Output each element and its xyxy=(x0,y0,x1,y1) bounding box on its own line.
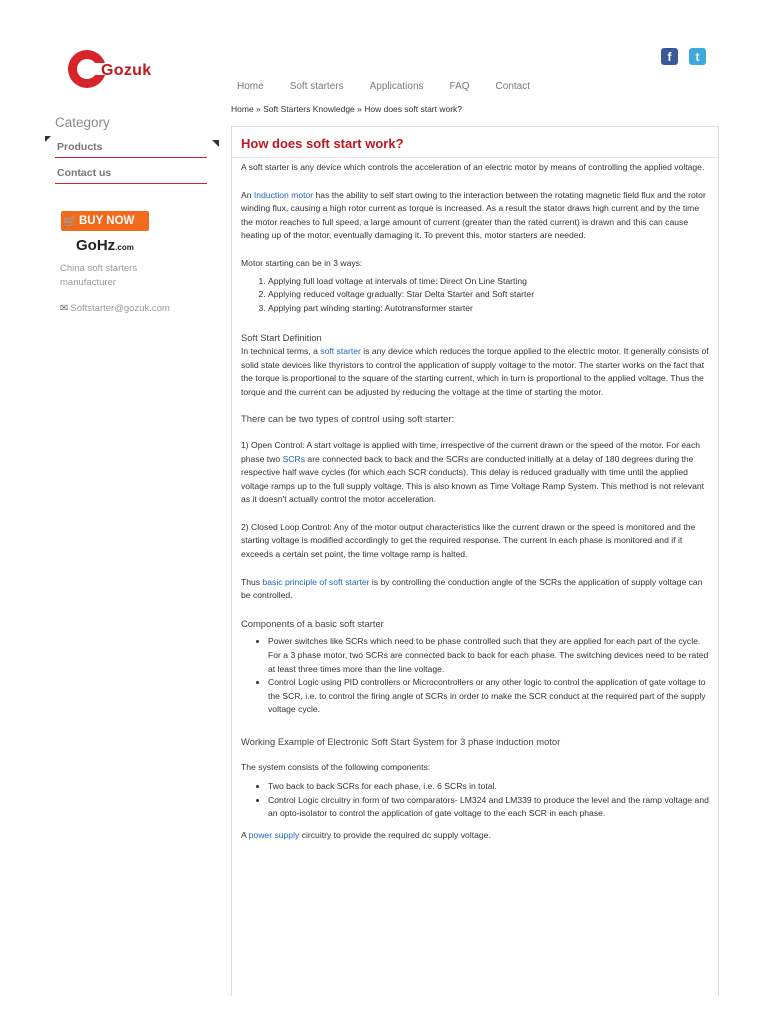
starting-ways-list xyxy=(268,275,711,316)
envelope-icon: ✉ xyxy=(60,303,69,314)
sidebar xyxy=(55,115,207,314)
article-body xyxy=(241,161,711,843)
paragraph: In technical terms, a soft starter is any device which reduces the torque applied to the electric motor. It generally consists of solid state devices like thyristors to control the application of supply voltage to the motor. The starter works on the fact that the torque is proportional to the square of the starting current, which in turn is proportional to the applied voltage. Thus the torque and the current can be adjusted by reducing the voltage at the time of starting the motor. xyxy=(241,345,709,397)
components-list xyxy=(268,635,711,717)
page-title: How does soft start work? xyxy=(241,136,404,151)
sidebar-item-contact-us[interactable] xyxy=(55,164,207,184)
list-item: • Control Logic using PID controllers or Microcontrollers or any other logic to control the application of gate voltage to the SCR, i.e. to control the firing angle of SCRs in order to make the SCR conduct at the required part of the supply voltage cycle. xyxy=(268,676,711,717)
email-text: Softstarter@gozuk.com xyxy=(70,303,170,314)
article-panel xyxy=(231,126,719,996)
gohz-name: GoHz xyxy=(76,237,116,254)
triangle-marker-icon xyxy=(212,140,219,147)
sidebar-tagline: China soft starters manufacturer xyxy=(60,263,138,288)
soft-starter-link[interactable]: soft starter xyxy=(320,345,361,356)
paragraph: An Induction motor has the ability to self start owing to the interaction between the rotating magnetic field flux and the rotor winding flux, causing a high rotor current as torque is increased. As a result the stator draws high current and by the time the motor reaches to full speed, a large amount of current (greater than the rated current) is drawn and this can cause heating up of the motor, eventually damaging it. To prevent this, motor starters are needed. xyxy=(241,189,706,241)
paragraph: Thus basic principle of soft starter is by controlling the conduction angle of the SCRs the application of supply voltage can be controlled. xyxy=(241,576,703,601)
section-heading: Soft Start Definition xyxy=(241,332,322,344)
paragraph: There can be two types of control using soft starter: xyxy=(241,413,455,425)
list-item: 1. Applying full load voltage at intervals of time: Direct On Line Starting xyxy=(268,275,711,289)
social-links xyxy=(661,48,706,65)
paragraph: 2) Closed Loop Control: Any of the motor output characteristics like the current drawn or the speed is monitored and the starting voltage is modified accordingly to get the required response. The current in each phase is monitored and if it exceeds a certain set point, the time voltage ramp is halted. xyxy=(241,521,696,560)
buy-now-label: BUY NOW xyxy=(79,215,135,227)
paragraph: A power supply circuitry to provide the required dc supply voltage. xyxy=(241,829,491,840)
list-item: • Control Logic circuitry in form of two comparators- LM324 and LM339 to produce the level and the ramp voltage and an opto-isolator to control the application of gate voltage to the each SCR in each phase. xyxy=(268,794,711,821)
triangle-marker-icon xyxy=(45,136,51,142)
category-title: Category xyxy=(55,115,110,130)
list-item: • Two back to back SCRs for each phase, i.e. 6 SCRs in total. xyxy=(268,780,711,794)
main-nav xyxy=(237,81,556,92)
system-components-list xyxy=(268,780,711,821)
nav-soft-starters[interactable]: Soft starters xyxy=(289,81,344,92)
twitter-icon[interactable]: t xyxy=(689,48,706,65)
list-item: 3. Applying part winding starting: Autotransformer starter xyxy=(268,302,711,316)
induction-motor-link[interactable]: Induction motor xyxy=(253,189,314,200)
sidebar-item-label: Products xyxy=(57,141,103,153)
facebook-icon[interactable]: f xyxy=(661,48,678,65)
cart-icon: 🛒 xyxy=(63,215,77,228)
title-divider xyxy=(232,157,718,158)
sidebar-email[interactable] xyxy=(60,303,207,314)
power-supply-link[interactable]: power supply xyxy=(248,829,300,840)
nav-applications[interactable]: Applications xyxy=(369,81,424,92)
paragraph: 1) Open Control: A start voltage is applied with time, irrespective of the current drawn or the speed of the motor. For each phase two SCRs are connected back to back and the SCRs are conducted initially at a delay of 180 degrees during the respective half wave cycles (for which each SCR conducts). This delay is reduced gradually with time until the applied voltage ramps up to the full supply voltage. This is also known as Time Voltage Ramp System. This method is not relevant as it doesn't actually control the motor acceleration. xyxy=(241,439,705,505)
breadcrumb[interactable]: Home » Soft Starters Knowledge » How does soft start work? xyxy=(231,104,463,114)
basic-principle-link[interactable]: basic principle of soft starter xyxy=(262,576,370,587)
gozuk-logo[interactable] xyxy=(68,50,178,90)
sidebar-item-label: Contact us xyxy=(57,167,112,179)
paragraph: Motor starting can be in 3 ways: xyxy=(241,257,363,268)
buy-now-button[interactable] xyxy=(61,211,149,231)
section-heading: Working Example of Electronic Soft Start System for 3 phase induction motor xyxy=(241,736,561,747)
paragraph: A soft starter is any device which controls the acceleration of an electric motor by means of controlling the applied voltage. xyxy=(241,162,705,172)
sidebar-item-products[interactable] xyxy=(55,138,207,158)
nav-faq[interactable]: FAQ xyxy=(449,81,470,92)
list-item: 2. Applying reduced voltage gradually: Star Delta Starter and Soft starter xyxy=(268,288,711,302)
paragraph: The system consists of the following components: xyxy=(241,761,431,772)
nav-home[interactable]: Home xyxy=(237,81,264,92)
gohz-suffix: .com xyxy=(115,243,134,252)
list-item: • Power switches like SCRs which need to be phase controlled such that they are applied for each part of the cycle. For a 3 phase motor, two SCRs are connected back to back for each phase. The switching devices need to be rated at least three times more than the line voltage. xyxy=(268,635,711,676)
section-heading: Components of a basic soft starter xyxy=(241,617,384,629)
nav-contact[interactable]: Contact xyxy=(495,81,530,92)
scrs-link[interactable]: SCRs xyxy=(282,453,306,464)
gohz-logo[interactable] xyxy=(76,237,207,254)
logo-text: Gozuk xyxy=(101,62,152,79)
